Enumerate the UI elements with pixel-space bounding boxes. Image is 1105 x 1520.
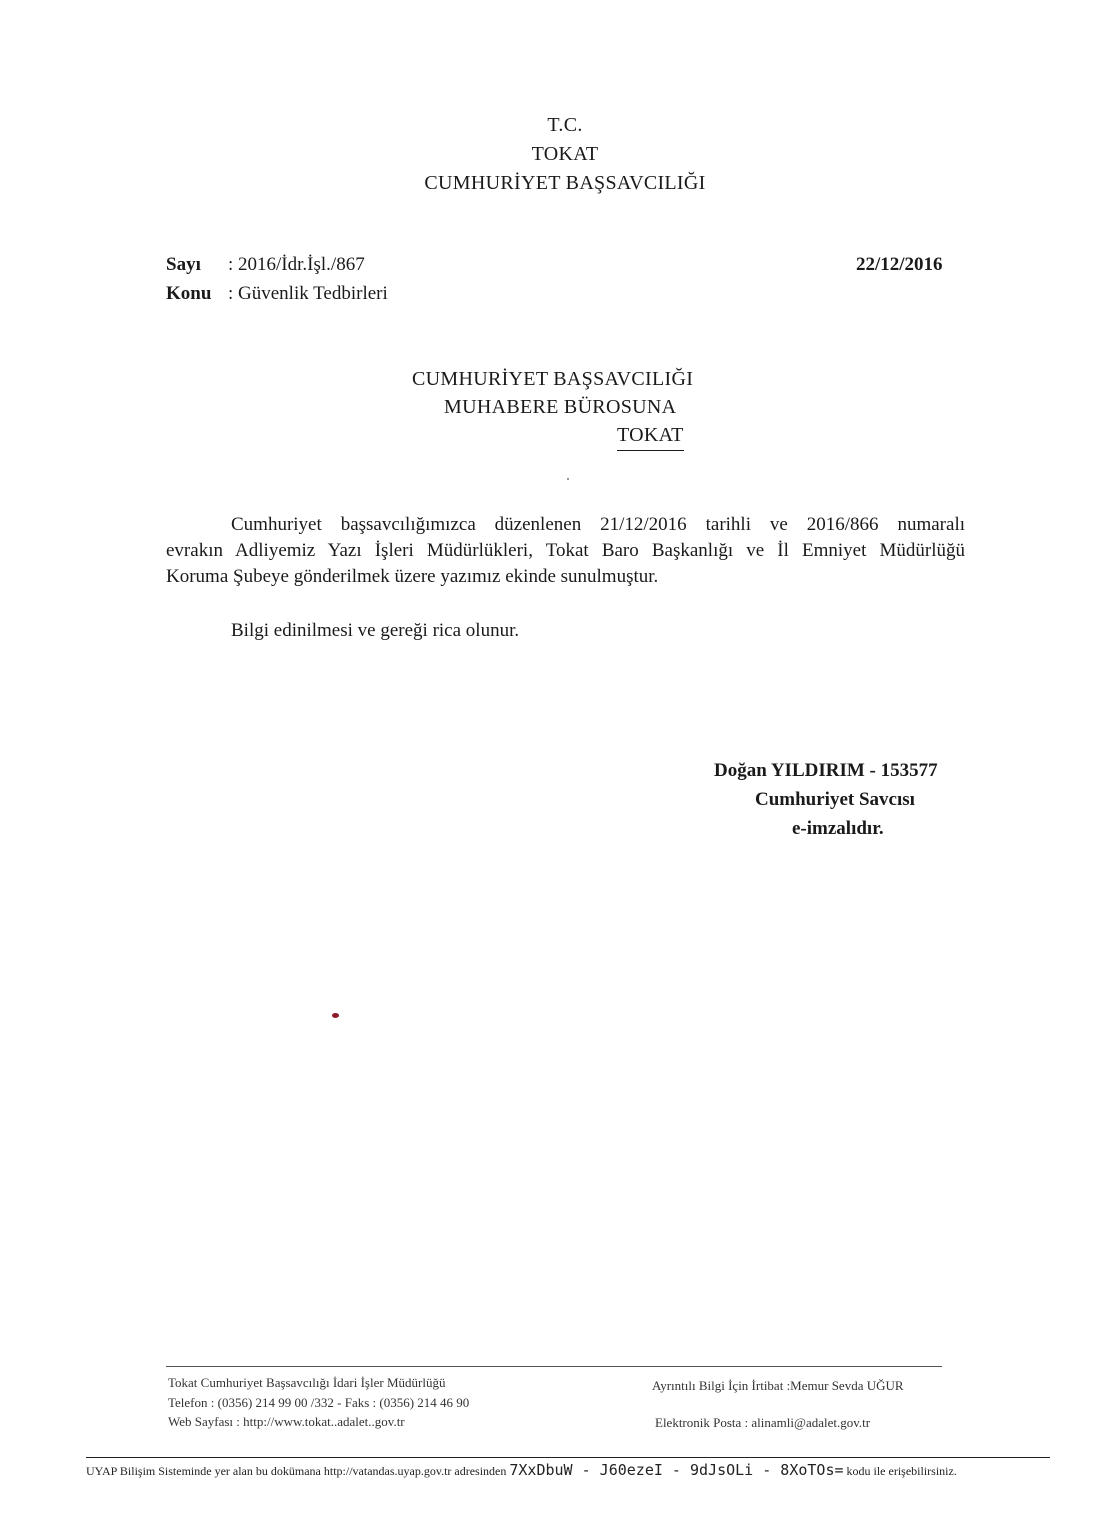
uyap-suffix: kodu ile erişebilirsiniz. <box>846 1464 957 1478</box>
body-para1-line3: Koruma Şubeye gönderilmek üzere yazımız ekinde sunulmuştur. <box>166 566 659 587</box>
footer-right-line-2: Elektronik Posta : alinamli@adalet.gov.tr <box>655 1415 871 1430</box>
body-para1-line1 <box>231 512 965 538</box>
stray-mark <box>332 1013 339 1018</box>
uyap-access-code: 7XxDbuW - J60ezeI - 9dJsOLi - 8XoTOs= <box>509 1461 844 1479</box>
footer-left-line-3: Web Sayfası : http://www.tokat..adalet..gov.tr <box>168 1414 405 1429</box>
recipient-line-2: MUHABERE BÜROSUNA <box>444 396 677 418</box>
body-para1-line2 <box>166 538 965 564</box>
uyap-divider <box>86 1457 1050 1458</box>
header-institution: CUMHURİYET BAŞSAVCILIĞI <box>424 172 706 194</box>
sayi-label: Sayı <box>166 254 201 275</box>
dust-speck <box>567 478 569 480</box>
signature-title: Cumhuriyet Savcısı <box>755 789 915 810</box>
signature-name: Doğan YILDIRIM - 153577 <box>714 760 938 781</box>
uyap-line <box>86 1461 957 1479</box>
recipient-line-1: CUMHURİYET BAŞSAVCILIĞI <box>412 368 694 390</box>
header-tc: T.C. <box>547 114 583 136</box>
body-para1-line2-text: evrakın Adliyemiz Yazı İşleri Müdürlükleri, Tokat Baro Başkanlığı ve İl Emniyet Müdürlüğü <box>166 540 965 561</box>
recipient-line-3: TOKAT <box>617 424 684 451</box>
konu-label: Konu <box>166 283 212 304</box>
konu-value: : Güvenlik Tedbirleri <box>228 283 388 304</box>
sayi-value: : 2016/İdr.İşl./867 <box>228 254 365 275</box>
document-date: 22/12/2016 <box>856 254 943 275</box>
uyap-prefix: UYAP Bilişim Sisteminde yer alan bu dokümana http://vatandas.uyap.gov.tr adresinden <box>86 1464 507 1478</box>
footer-left-line-2: Telefon : (0356) 214 99 00 /332 - Faks : (0356) 214 46 90 <box>168 1395 470 1410</box>
body-para2: Bilgi edinilmesi ve gereği rica olunur. <box>231 620 520 641</box>
header-city: TOKAT <box>531 143 599 165</box>
body-para1-line1-text: Cumhuriyet başsavcılığımızca düzenlenen 21/12/2016 tarihli ve 2016/866 numaralı <box>231 514 965 535</box>
signature-note: e-imzalıdır. <box>792 818 884 839</box>
footer-divider <box>166 1366 942 1367</box>
footer-left-line-1: Tokat Cumhuriyet Başsavcılığı İdari İşler Müdürlüğü <box>168 1375 446 1390</box>
footer-right-line-1: Ayrıntılı Bilgi İçin İrtibat :Memur Sevda UĞUR <box>652 1378 904 1393</box>
